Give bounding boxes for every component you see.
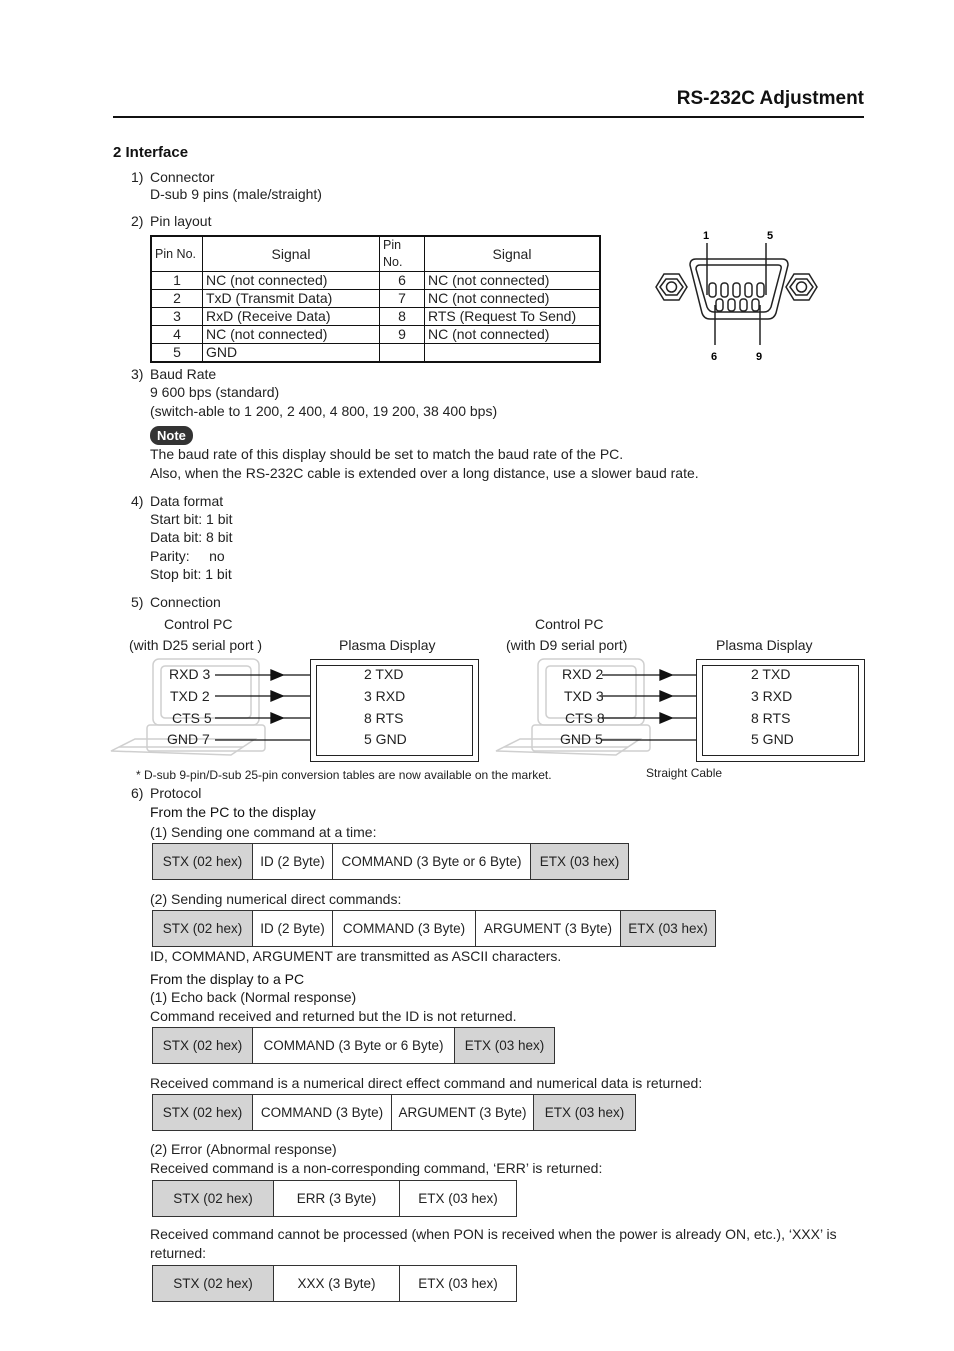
pc-to-display-heading: From the PC to the display	[150, 804, 316, 820]
frame-field: ETX (03 hex)	[621, 911, 715, 946]
connector-value: D-sub 9 pins (male/straight)	[150, 186, 322, 202]
right-display-signal: 2 TXD	[751, 666, 791, 682]
frame-field: ID (2 Byte)	[253, 844, 333, 879]
pin-layout-label: Pin layout	[150, 213, 212, 229]
baud-standard: 9 600 bps (standard)	[150, 384, 280, 400]
note-badge: Note	[150, 426, 193, 445]
pin-layout-num: 2)	[131, 213, 144, 229]
note-line-2: Also, when the RS-232C cable is extended over a long distance, use a slower baud rate.	[150, 465, 699, 481]
table-header: Signal	[203, 236, 380, 272]
table-row	[151, 308, 600, 326]
baud-options: (switch-able to 1 200, 2 400, 4 800, 19 200, 38 400 bps)	[150, 403, 498, 419]
frame-field: ETX (03 hex)	[531, 844, 628, 879]
frame-field: STX (02 hex)	[153, 911, 253, 946]
echo-label: (1) Echo back (Normal response)	[150, 989, 357, 1005]
right-pc-title: Control PC	[535, 616, 604, 632]
data-format-num: 4)	[131, 493, 144, 509]
frame-field: ID (2 Byte)	[253, 911, 333, 946]
left-display-title: Plasma Display	[339, 637, 436, 653]
numeric-frame	[152, 1094, 636, 1131]
send-one-frame	[152, 843, 629, 880]
xxx-description-line-2: returned:	[150, 1245, 207, 1261]
section-title: 2 Interface	[113, 144, 189, 161]
table-cell: NC (not connected)	[203, 272, 380, 290]
pin-layout-table	[150, 235, 601, 363]
table-header: Pin No.	[380, 236, 425, 272]
page-title: RS-232C Adjustment	[676, 88, 864, 109]
table-cell: 7	[380, 290, 425, 308]
send-num-frame	[152, 910, 716, 947]
table-cell: RTS (Request To Send)	[425, 308, 601, 326]
left-pc-signal: RXD 3	[169, 666, 211, 682]
table-cell: GND	[203, 344, 380, 363]
connection-footnote: * D-sub 9-pin/D-sub 25-pin conversion tables are now available on the market.	[136, 768, 552, 782]
left-pc-signal: GND 7	[167, 731, 210, 747]
table-row	[151, 272, 600, 290]
table-cell: 1	[151, 272, 203, 290]
data-format-line: Parity: no	[150, 548, 225, 564]
pin-5-label: 5	[767, 230, 774, 242]
table-header-row	[151, 236, 600, 272]
table-cell: 5	[151, 344, 203, 363]
right-display-signal: 8 RTS	[751, 710, 791, 726]
frame-field: STX (02 hex)	[153, 1095, 253, 1130]
frame-field: ARGUMENT (3 Byte)	[392, 1095, 534, 1130]
right-pc-signal: CTS 8	[565, 710, 605, 726]
send-one-label: (1) Sending one command at a time:	[150, 824, 377, 840]
ascii-note: ID, COMMAND, ARGUMENT are transmitted as ASCII characters.	[150, 948, 562, 964]
table-cell: 4	[151, 326, 203, 344]
echo-frame	[152, 1027, 555, 1064]
send-num-label: (2) Sending numerical direct commands:	[150, 891, 402, 907]
right-display-title: Plasma Display	[716, 637, 813, 653]
pin-9-label: 9	[756, 351, 763, 363]
left-display-signal: 3 RXD	[364, 688, 406, 704]
data-format-line: Data bit: 8 bit	[150, 529, 233, 545]
table-cell	[380, 344, 425, 363]
left-display-signal: 5 GND	[364, 731, 407, 747]
frame-field: XXX (3 Byte)	[274, 1266, 400, 1301]
right-pc-subtitle: (with D9 serial port)	[506, 637, 628, 653]
frame-field: COMMAND (3 Byte)	[253, 1095, 392, 1130]
dsub-connector-diagram	[650, 225, 830, 370]
data-format-label: Data format	[150, 493, 224, 509]
frame-field: COMMAND (3 Byte or 6 Byte)	[253, 1028, 455, 1063]
left-pc-signal: TXD 2	[170, 688, 210, 704]
table-cell: RxD (Receive Data)	[203, 308, 380, 326]
frame-field: STX (02 hex)	[153, 1181, 274, 1216]
left-display-signal: 2 TXD	[364, 666, 404, 682]
connection-num: 5)	[131, 594, 144, 610]
xxx-description-line-1: Received command cannot be processed (when PON is received when the power is already ON, etc.), ‘XXX’ is	[150, 1226, 837, 1242]
left-pc-signal: CTS 5	[172, 710, 212, 726]
baud-num: 3)	[131, 366, 144, 382]
right-display-signal: 5 GND	[751, 731, 794, 747]
left-display-signal: 8 RTS	[364, 710, 404, 726]
protocol-label: Protocol	[150, 785, 202, 801]
table-cell: 6	[380, 272, 425, 290]
pin-1-label: 1	[703, 230, 710, 242]
right-pc-signal: GND 5	[560, 731, 603, 747]
err-description: Received command is a non-corresponding command, ‘ERR’ is returned:	[150, 1160, 603, 1176]
connector-num: 1)	[131, 169, 144, 185]
table-cell	[425, 344, 601, 363]
table-cell: TxD (Transmit Data)	[203, 290, 380, 308]
table-cell: NC (not connected)	[425, 272, 601, 290]
left-pc-subtitle: (with D25 serial port )	[129, 637, 263, 653]
frame-field: ETX (03 hex)	[418, 1191, 498, 1206]
table-row	[151, 326, 600, 344]
protocol-num: 6)	[131, 785, 144, 801]
display-to-pc-heading: From the display to a PC	[150, 971, 305, 987]
numeric-description: Received command is a numerical direct effect command and numerical data is returned:	[150, 1075, 703, 1091]
baud-label: Baud Rate	[150, 366, 217, 382]
table-row	[151, 290, 600, 308]
connector-label: Connector	[150, 169, 215, 185]
note-line-1: The baud rate of this display should be set to match the baud rate of the PC.	[150, 446, 624, 462]
connection-label: Connection	[150, 594, 221, 610]
table-cell: NC (not connected)	[203, 326, 380, 344]
table-cell: 8	[380, 308, 425, 326]
header-rule	[113, 116, 864, 118]
frame-field: ETX (03 hex)	[534, 1095, 635, 1130]
frame-field: STX (02 hex)	[153, 1028, 253, 1063]
frame-field: COMMAND (3 Byte)	[333, 911, 476, 946]
left-pc-title: Control PC	[164, 616, 233, 632]
data-format-line: Start bit: 1 bit	[150, 511, 233, 527]
right-display-signal: 3 RXD	[751, 688, 793, 704]
frame-field: STX (02 hex)	[153, 1266, 274, 1301]
error-label: (2) Error (Abnormal response)	[150, 1141, 337, 1157]
frame-field: STX (02 hex)	[153, 844, 253, 879]
table-header: Signal	[425, 236, 601, 272]
right-pc-signal: TXD 3	[564, 688, 604, 704]
echo-description: Command received and returned but the ID is not returned.	[150, 1008, 517, 1024]
frame-field: ARGUMENT (3 Byte)	[476, 911, 621, 946]
table-cell: 2	[151, 290, 203, 308]
frame-field: ETX (03 hex)	[455, 1028, 554, 1063]
cable-label: Straight Cable	[646, 766, 723, 780]
table-row	[151, 344, 600, 363]
err-frame	[152, 1180, 517, 1217]
table-cell: NC (not connected)	[425, 326, 601, 344]
frame-field: COMMAND (3 Byte or 6 Byte)	[333, 844, 531, 879]
table-cell: NC (not connected)	[425, 290, 601, 308]
pin-6-label: 6	[711, 351, 718, 363]
table-cell: 3	[151, 308, 203, 326]
data-format-line: Stop bit: 1 bit	[150, 566, 232, 582]
right-pc-signal: RXD 2	[562, 666, 604, 682]
xxx-frame	[152, 1265, 517, 1302]
frame-field: ERR (3 Byte)	[274, 1181, 400, 1216]
table-header: Pin No.	[151, 236, 203, 272]
table-cell: 9	[380, 326, 425, 344]
frame-field: ETX (03 hex)	[418, 1276, 498, 1291]
